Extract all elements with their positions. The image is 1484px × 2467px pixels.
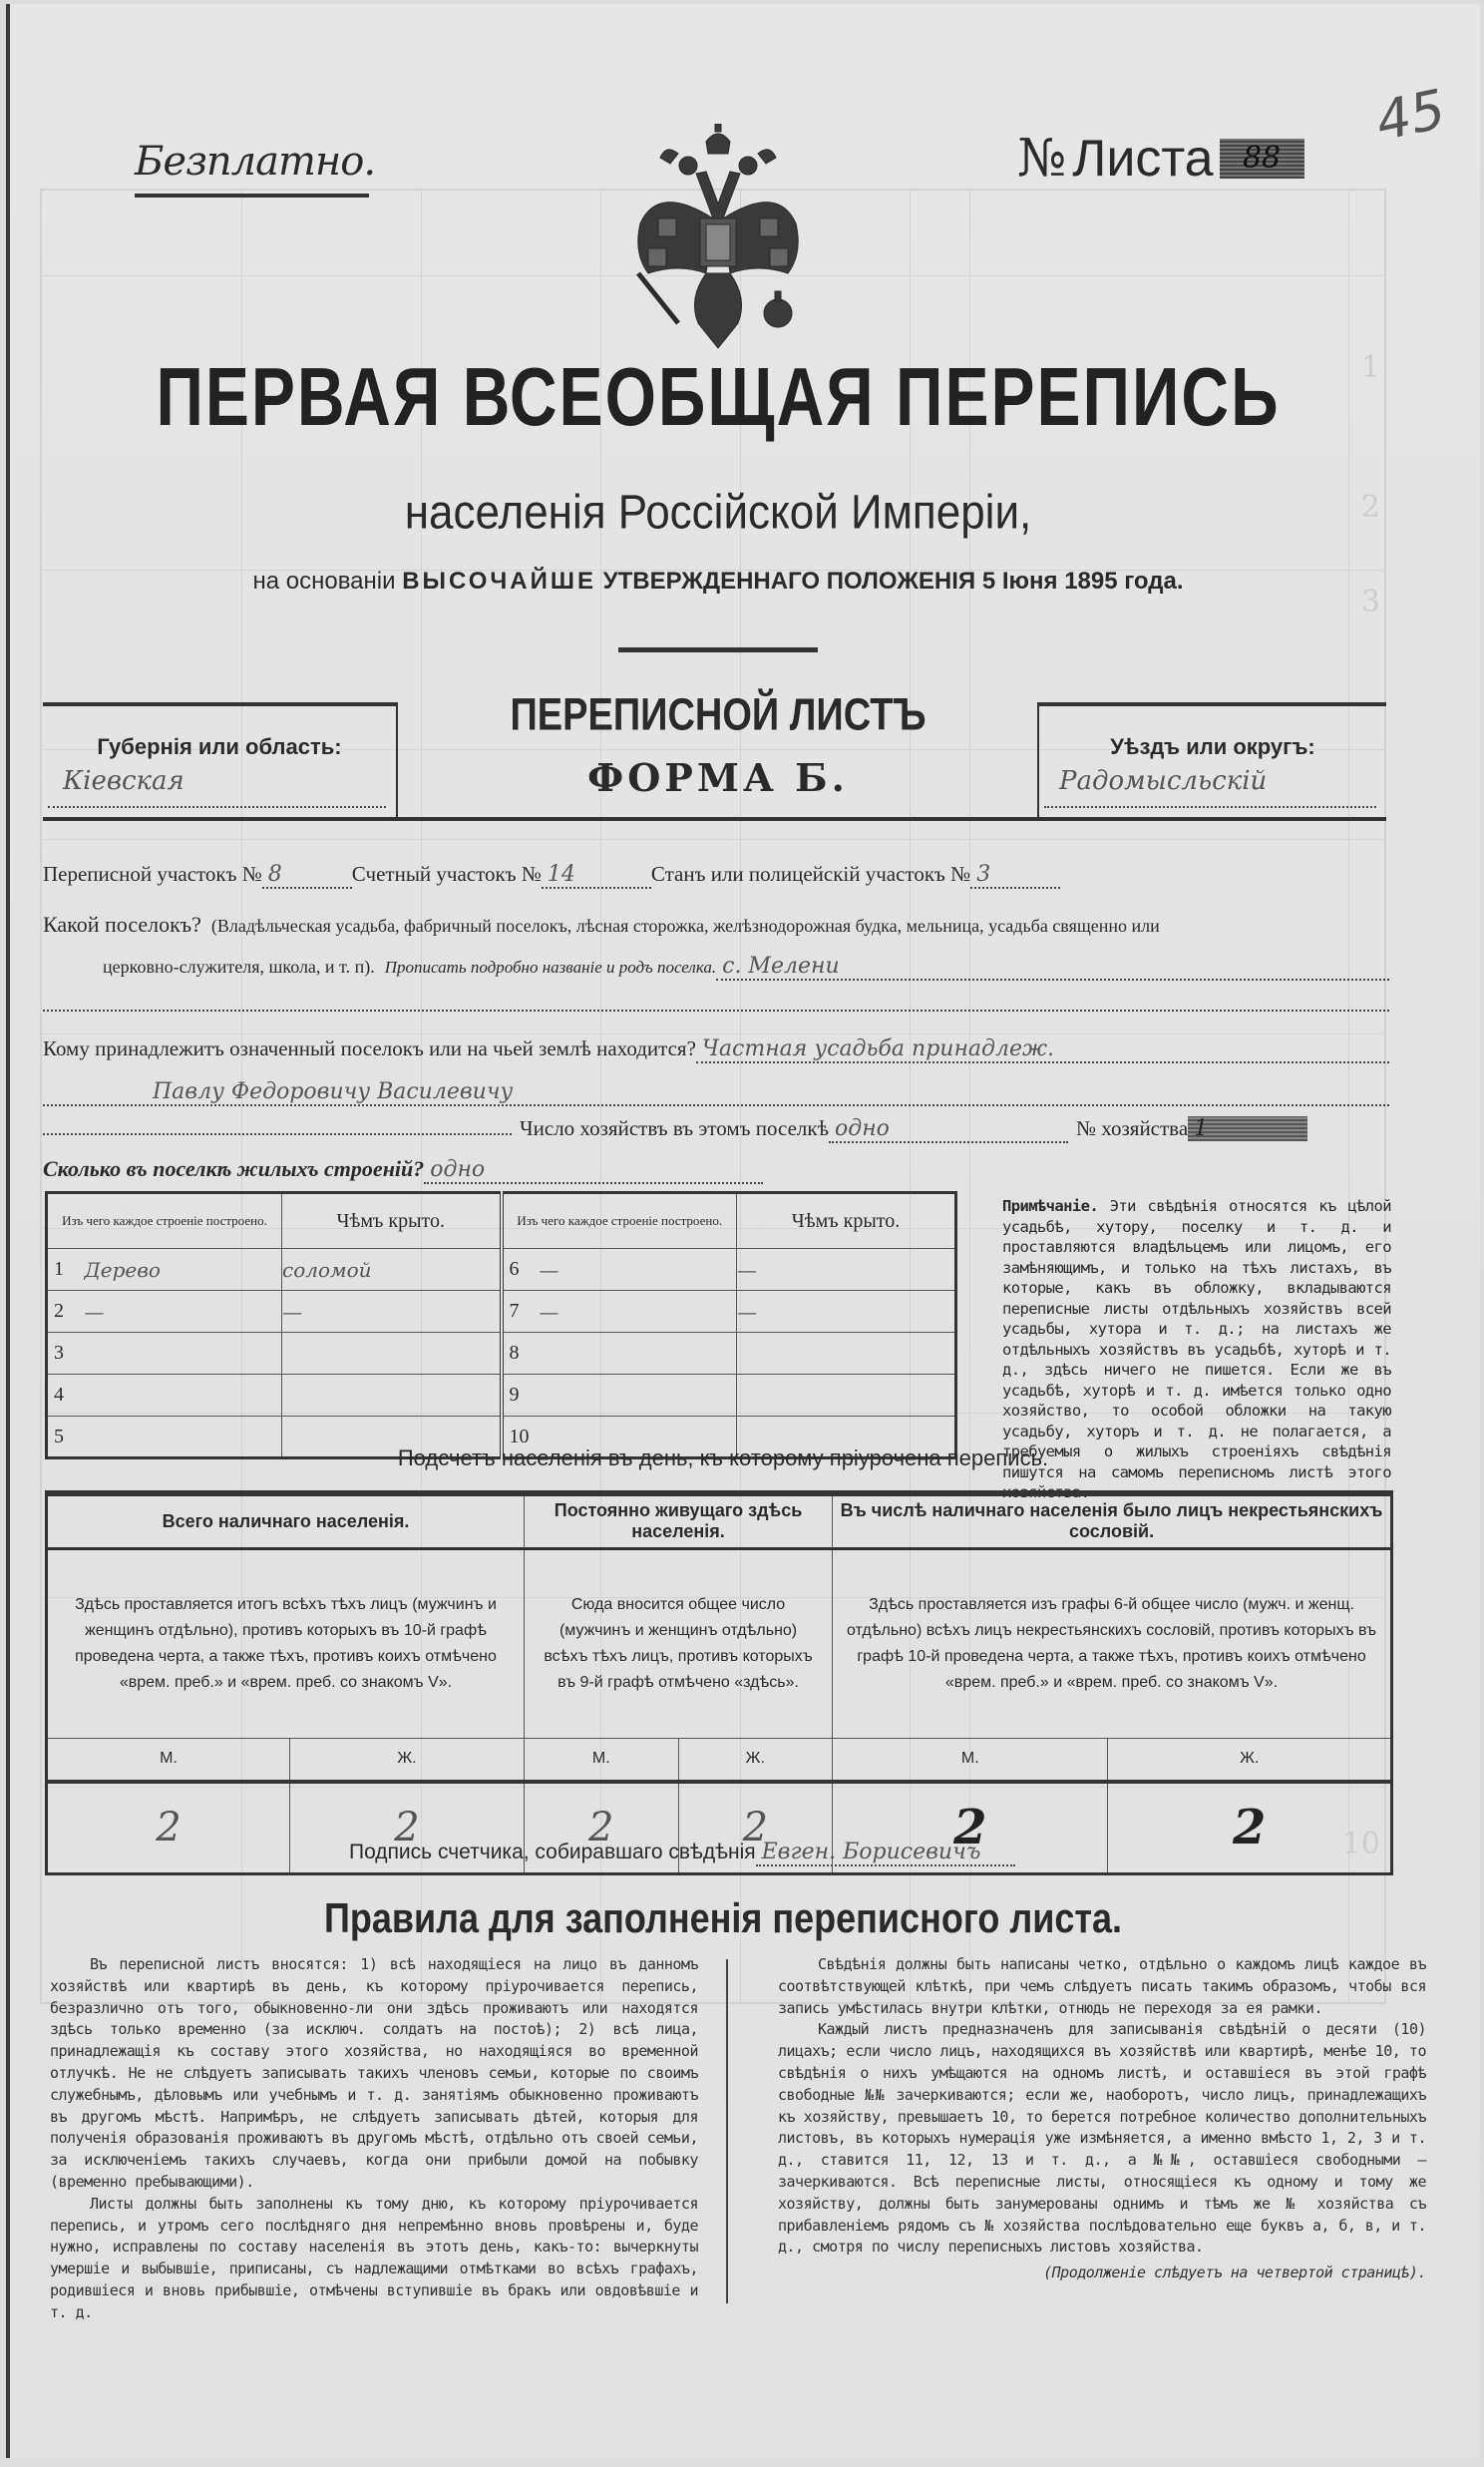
female-header: Ж. [678,1738,833,1782]
note-heading: Примѣчаніе. [1002,1197,1099,1215]
male-header: М. [47,1738,290,1782]
buildings-table [45,1191,957,1459]
settlement-instruction: Прописать подробно названіе и родъ поселка. [384,958,717,977]
row-number: 3 [47,1333,85,1375]
district-label: Уѣздъ или округъ: [1110,734,1315,759]
material-cell[interactable]: — [540,1291,737,1333]
col-header-total-present: Всего наличнаго населенія. [47,1493,525,1548]
population-count-table [45,1490,1393,1875]
material-cell[interactable] [540,1333,737,1375]
settlement-hint-2: церковно-служителя, школа, и т. п). [103,957,375,977]
ghost-row-number: 2 [1360,490,1380,525]
police-district-field[interactable]: 3 [970,862,1060,889]
col-header-roof: Чѣмъ крыто. [737,1193,956,1249]
owner-field-2[interactable]: Павлу Федоровичу Василевичу [43,1079,1389,1106]
rules-title: Правила для заполненія переписного листа. [323,1893,1123,1941]
row-number: 5 [47,1417,85,1458]
rules-left-column [50,1954,698,2324]
district-value[interactable]: Радомысльскій [1059,766,1268,796]
rules-paragraph: Въ переписной листъ вносятся: 1) всѣ находящіеся на лицо въ данномъ хозяйствѣ или квартирѣ въ день, къ которому пріурочивается перепись, безразлично отъ того, обыкновенно-ли они здѣсь проживаютъ или находятся здѣсь только временно (за исключ. солдатъ на постоѣ); 2) всѣ лица, принадлежащія къ составу этого хозяйства, но находящіяся во временной отлучкѣ. Не не слѣдуетъ записывать такихъ членовъ семьи, которые по своимъ служебнымъ, дѣловымъ или учебнымъ и т. д. занятіямъ обыкновенно проживаютъ въ другомъ мѣстѣ. Напримѣръ, не слѣдуетъ записывать дѣтей, которыя для полученія образованія проживаютъ въ другомъ мѣстѣ, отдѣльно отъ своей семьи, за исключеніемъ такихъ случаевъ, когда они прибыли домой на побывку (временно пребывающими). [50,1955,698,2191]
buildings-label: Сколько въ поселкѣ жилыхъ строеній? [43,1156,425,1181]
owner-field-1[interactable]: Частная усадьба принадлеж. [696,1036,1389,1063]
material-cell[interactable] [85,1375,282,1417]
rules-right-column [778,1954,1426,2284]
rules-continuation-note: (Продолженіе слѣдуетъ на четвертой страницѣ). [1043,2263,1426,2282]
material-cell[interactable]: Дерево [85,1249,282,1291]
row-number: 7 [502,1291,540,1333]
male-header: М. [833,1738,1108,1782]
settlement-line-2 [43,954,1389,981]
row-number: 8 [502,1333,540,1375]
district-box [1037,702,1386,820]
roof-cell[interactable] [737,1375,956,1417]
female-header: Ж. [289,1738,524,1782]
roof-cell[interactable] [737,1333,956,1375]
enumerator-signature-line [349,1840,1015,1866]
roof-cell[interactable]: — [737,1249,956,1291]
non-peasant-male[interactable]: 2 [833,1782,1108,1873]
census-main-title: ПЕРВАЯ ВСЕОБЩАЯ ПЕРЕПИСЬ [156,349,1281,443]
settlement-hint: (Владѣльческая усадьба, фабричный поселокъ, лѣсная сторожка, желѣзнодорожная будка, мельница, усадьба священно или [210,916,1160,936]
basis-rest: УТВЕРЖДЕННАГО ПОЛОЖЕНІЯ 5 Іюня 1895 года. [602,568,1184,595]
rules-paragraph: Листы должны быть заполнены къ тому дню, къ которому пріурочивается перепись, и утромъ сего послѣдняго дня непремѣнно вновь провѣрены и, буде нужно, исправлены по составу населенія въ этотъ день, какъ-то: вычеркнуты умершіе и выбывшіе, приписаны, съ надлежащими отмѣтками во всѣхъ графахъ, родившіеся и вновь прибывшіе, отмѣчены вступившіе въ бракъ или овдовѣвшіе и т. д. [50,2194,698,2321]
col-header-permanent: Постоянно живущаго здѣсь населенія. [525,1493,833,1548]
table-row [47,1333,956,1375]
material-cell[interactable] [85,1333,282,1375]
settlement-field[interactable]: с. Мелени [716,954,1389,981]
basis-caps: ВЫСОЧАЙШЕ [402,568,596,595]
province-value[interactable]: Кіевская [63,766,185,796]
roof-cell[interactable] [282,1375,502,1417]
districts-line [43,862,1389,889]
census-district-field[interactable]: 8 [262,862,352,889]
row-number: 6 [502,1249,540,1291]
title-divider [618,647,818,652]
non-peasant-description: Здѣсь проставляется изъ графы 6-й общее число (мужч. и женщ. отдѣльно) всѣхъ лицъ некрестьянскихъ сословій, противъ которыхъ въ графѣ 10-й проведена черта, а также тѣхъ, противъ коихъ отмѣчено «врем. преб.» и «врем. преб. со знакомъ V». [833,1548,1392,1738]
province-box [43,702,398,820]
non-peasant-female[interactable]: 2 [1108,1782,1392,1873]
row-number: 4 [47,1375,85,1417]
population-count-title: Подсчетъ населенія въ день, къ которому пріурочена перепись. [397,1445,1049,1470]
row-number: 9 [502,1375,540,1417]
total-present-description: Здѣсь проставляется итогъ всѣхъ тѣхъ лицъ (мужчинъ и женщинъ отдѣльно), противъ которыхъ въ 10-й графѣ проведена черта, а также тѣхъ, противъ коихъ отмѣчено «врем. преб.» и «врем. преб. со знакомъ V». [47,1548,525,1738]
counting-district-label: Счетный участокъ № [351,862,542,886]
owner-label: Кому принадлежитъ означенный поселокъ или на чьей землѣ находится? [43,1036,696,1060]
ghost-row-number: 1 [1360,350,1380,385]
sheet-number-value: 88 [1220,139,1304,179]
free-label-underline [135,194,369,198]
note-text: Эти свѣдѣнія относятся къ цѣлой усадьбѣ, хутору, поселку и т. д. и проставляются владѣльцемъ или лицомъ, его замѣняющимъ, и только на тѣхъ листахъ, въ которые, какъ въ обложку, вкладываются переписные листы отдѣльныхъ хозяйствъ всей усадьбы, хутора и т. д.; на листахъ же отдѣльныхъ хозяйствъ въ усадьбѣ, хуторѣ и т. д., здѣсь ничего не пишется. Если же въ усадьбѣ, хуторѣ и т. д. имѣется только одно хозяйство, то особой обложки на такую усадьбу, хуторъ и т. д. не полагается, а требуемыя о жилыхъ строеніяхъ свѣдѣнія пишутся на самомъ переписномъ листѣ этого хозяйства. [1002,1197,1392,1501]
rules-column-divider [726,1959,728,2303]
households-leading-dots [43,1133,512,1135]
male-header: М. [525,1738,679,1782]
ghost-row-number: 3 [1360,585,1380,619]
signature-field[interactable]: Евген. Борисевичъ [756,1840,1015,1866]
owner-line-2 [43,1079,1389,1106]
row-number: 2 [47,1291,85,1333]
rules-paragraph: Каждый листъ предназначенъ для записыванія свѣдѣній о десяти (10) лицахъ; если число лицъ, находящихся въ хозяйствѣ или квартирѣ, менѣе 10, то свѣдѣнія о нихъ умѣщаются на одномъ листѣ, и оставшіеся въ этой графѣ свободные №№ зачеркиваются; если же, наоборотъ, число лицъ, принадлежащихъ къ хозяйству, превышаетъ 10, то берется потребное количество дополнительныхъ листовъ, въ которыхъ нумерація уже измѣняется, а именно вмѣсто 1, 2, 3 и т. д., ставится 11, 12, 13 и т. д., а №№, оставшіеся свободными — зачеркиваются. Всѣ переписные листы, относящіеся къ одному и тому же хозяйству, должны быть занумерованы однимъ и тѣмъ же № хозяйства съ прибавленіемъ рядомъ съ № хозяйства послѣдовательно еще буквъ а, б, в, и т. д., смотря по числу переписныхъ листовъ хозяйства. [778,2020,1426,2257]
table-row [47,1291,956,1333]
col-header-non-peasant: Въ числѣ наличнаго населенія было лицъ некрестьянскихъ сословій. [833,1493,1392,1548]
permanent-description: Сюда вносится общее число (мужчинъ и женщинъ отдѣльно) всѣхъ тѣхъ лицъ, противъ которыхъ въ 9-й графѣ отмѣчено «здѣсь». [525,1548,833,1738]
col-header-roof: Чѣмъ крыто. [282,1193,502,1249]
households-line [43,1116,1389,1143]
table-row [47,1249,956,1291]
material-cell[interactable]: — [85,1291,282,1333]
roof-cell[interactable]: — [737,1291,956,1333]
female-header: Ж. [1108,1738,1392,1782]
settlement-line [43,912,1389,938]
col-header-material: Изъ чего каждое строеніе построено. [47,1193,282,1249]
form-title: ПЕРЕПИСНОЙ ЛИСТЪ [510,689,927,741]
province-label: Губернія или область: [97,734,342,759]
police-district-label: Станъ или полицейскій участокъ № [650,862,971,886]
header-bottom-rule [43,817,1386,821]
buildings-line [43,1156,1389,1184]
blank-dotted-line [43,1010,1389,1012]
rules-paragraph: Свѣдѣнія должны быть написаны четко, отдѣльно о каждомъ лицѣ каждое въ соотвѣтствующей клѣткѣ, при чемъ слѣдуетъ писать такимъ образомъ, чтобы вся запись умѣстилась внутри клѣтки, отнюдь не переходя за ея рамки. [778,1955,1426,2017]
household-no-field[interactable]: 1 [1188,1116,1307,1141]
total-present-male[interactable]: 2 [47,1782,290,1873]
settlement-label: Какой поселокъ? [43,912,201,937]
material-cell[interactable] [540,1375,737,1417]
signature-label: Подпись счетчика, собиравшаго свѣдѣнія [349,1841,756,1863]
free-of-charge-label: Безплатно. [135,139,376,185]
permanent-male[interactable]: 2 [525,1782,679,1873]
archive-folio-number: 45 [1370,77,1451,154]
row-number: 1 [47,1249,85,1291]
table-row [47,1375,956,1417]
material-cell[interactable]: — [540,1249,737,1291]
row-number: 10 [502,1417,540,1458]
double-headed-eagle-icon [618,124,818,353]
ghost-row-number: 10 [1341,1827,1380,1861]
roof-cell[interactable]: — [282,1291,502,1333]
owner-line [43,1036,1389,1063]
roof-cell[interactable] [282,1333,502,1375]
census-sheet-page [6,4,1480,2458]
roof-cell[interactable]: соломой [282,1249,502,1291]
col-header-material: Изъ чего каждое строеніе построено. [502,1193,737,1249]
counting-district-field[interactable]: 14 [542,862,651,889]
census-district-label: Переписной участокъ № [43,862,262,886]
total-present-female[interactable]: 2 [289,1782,524,1873]
households-label: Число хозяйствъ въ этомъ поселкѣ [520,1116,829,1140]
permanent-female[interactable]: 2 [678,1782,833,1873]
sheet-number-label: Листа [1072,130,1214,188]
sheet-number [1017,129,1304,189]
census-subtitle: населенія Россійской Имперіи, [404,485,1032,540]
number-sign: № [1017,129,1067,189]
form-subtitle: ФОРМА Б. [587,755,849,800]
buildings-field[interactable]: одно [424,1157,763,1184]
basis-prefix: на основаніи [252,568,396,595]
household-no-label: № хозяйства [1076,1116,1189,1140]
households-field[interactable]: одно [829,1116,1068,1143]
legal-basis-line [10,568,1426,596]
